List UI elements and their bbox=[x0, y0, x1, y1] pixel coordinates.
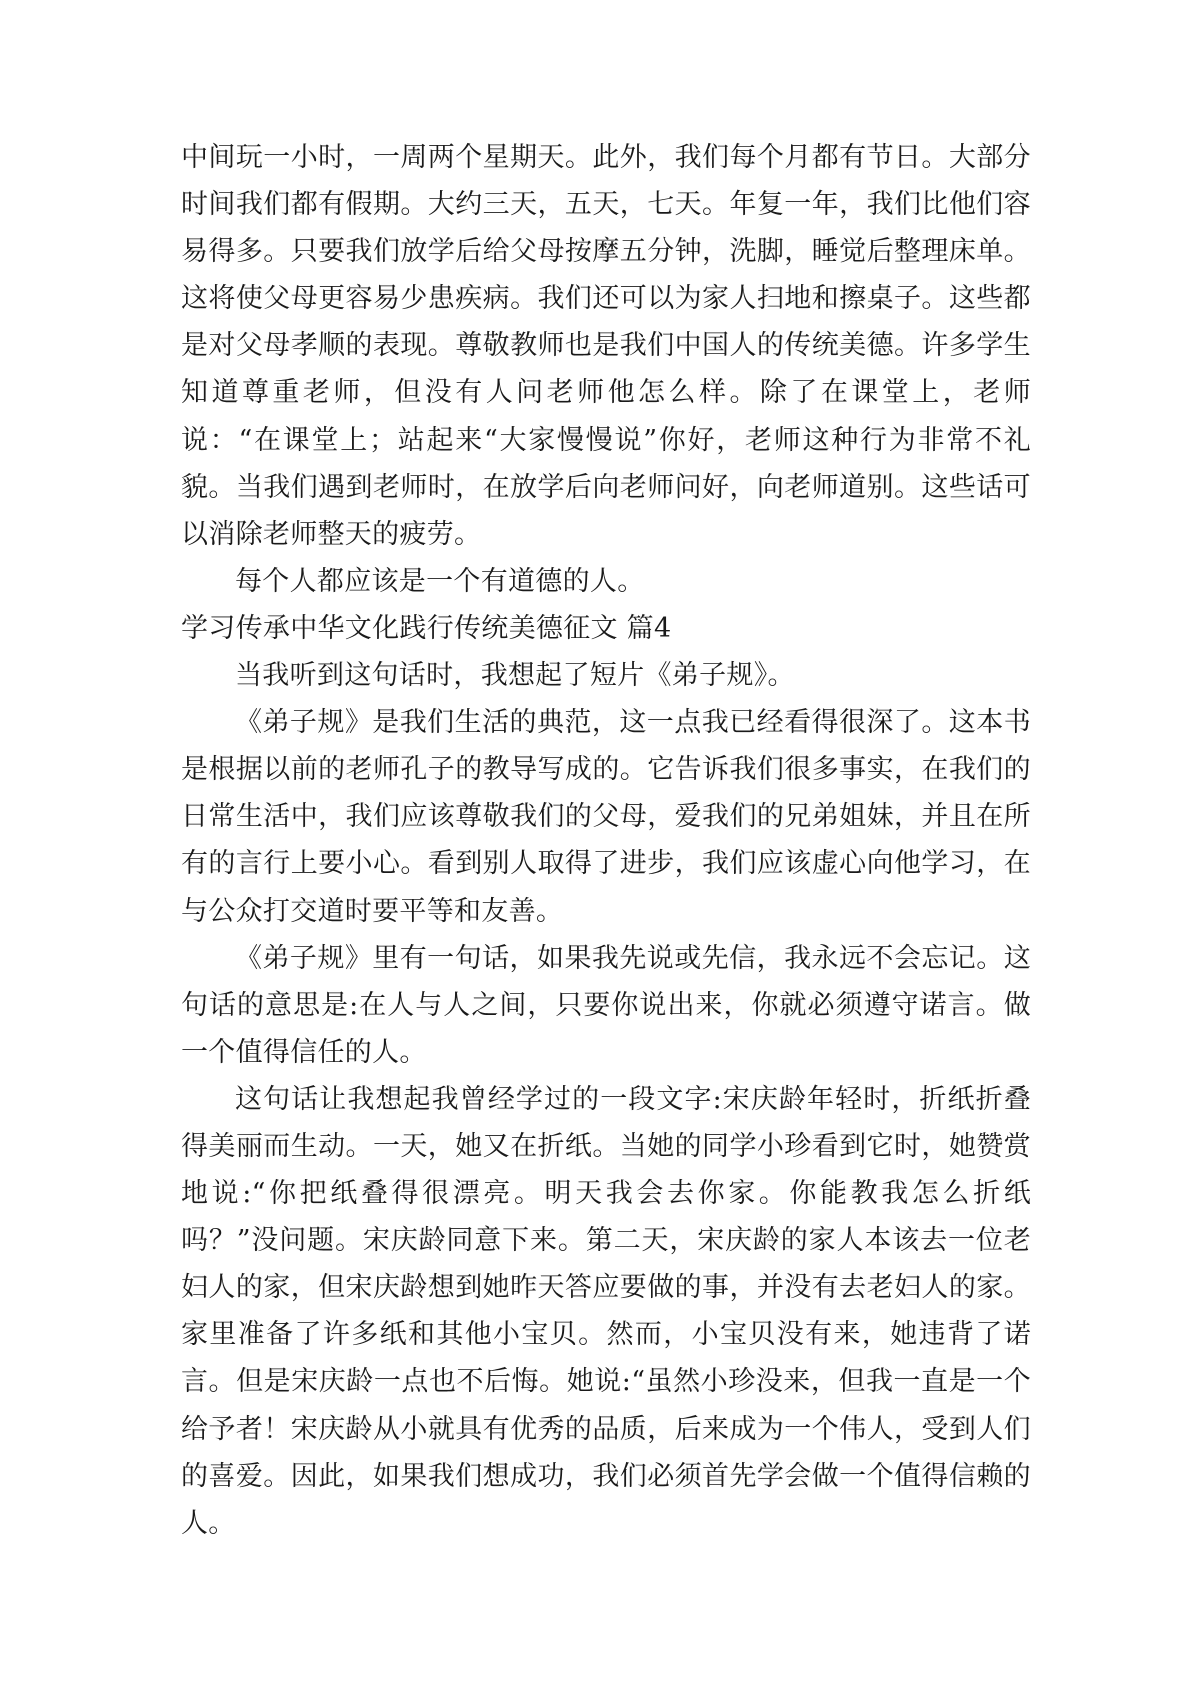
paragraph-intro: 当我听到这句话时，我想起了短片《弟子规》。 bbox=[235, 660, 795, 692]
document-body bbox=[181, 134, 1031, 1547]
paragraph-dizigui-model: 《弟子规》是我们生活的典范，这一点我已经看得很深了。这本书是根据以前的老师孔子的教导写成的。它告诉我们很多事实，在我们的日常生活中，我们应该尊敬我们的父母，爱我们的兄弟姐妹，并且在所有的言行上要小心。看到别人取得了进步，我们应该虚心向他学习，在与公众打交道时要平等和友善。 bbox=[181, 707, 1031, 927]
paragraph-moral-statement: 每个人都应该是一个有道德的人。 bbox=[235, 565, 645, 597]
paragraph-song-qingling-story: 这句话让我想起我曾经学过的一段文字:宋庆龄年轻时，折纸折叠得美丽而生动。一天，她又在折纸。当她的同学小珍看到它时，她赞赏地说:“你把纸叠得很漂亮。明天我会去你家。你能教我怎么折纸吗？”没问题。宋庆龄同意下来。第二天，宋庆龄的家人本该去一位老妇人的家，但宋庆龄想到她昨天答应要做的事，并没有去老妇人的家。家里准备了许多纸和其他小宝贝。然而，小宝贝没有来，她违背了诺言。但是宋庆龄一点也不后悔。她说:“虽然小珍没来，但我一直是一个给予者！宋庆龄从小就具有优秀的品质，后来成为一个伟人，受到人们的喜爱。因此，如果我们想成功，我们必须首先学会做一个值得信赖的人。 bbox=[181, 1083, 1031, 1539]
paragraph-continuation: 中间玩一小时，一周两个星期天。此外，我们每个月都有节日。大部分时间我们都有假期。大约三天，五天，七天。年复一年，我们比他们容易得多。只要我们放学后给父母按摩五分钟，洗脚，睡觉后整理床单。这将使父母更容易少患疾病。我们还可以为家人扫地和擦桌子。这些都是对父母孝顺的表现。尊敬教师也是我们中国人的传统美德。许多学生知道尊重老师，但没有人问老师他怎么样。除了在课堂上，老师说：“在课堂上；站起来“大家慢慢说”你好，老师这种行为非常不礼貌。当我们遇到老师时，在放学后向老师问好，向老师道别。这些话可以消除老师整天的疲劳。 bbox=[181, 142, 1031, 550]
paragraph-dizigui-quote: 《弟子规》里有一句话，如果我先说或先信，我永远不会忘记。这句话的意思是:在人与人之间，只要你说出来，你就必须遵守诺言。做一个值得信任的人。 bbox=[181, 942, 1031, 1068]
section-heading: 学习传承中华文化践行传统美德征文 篇4 bbox=[181, 612, 672, 644]
